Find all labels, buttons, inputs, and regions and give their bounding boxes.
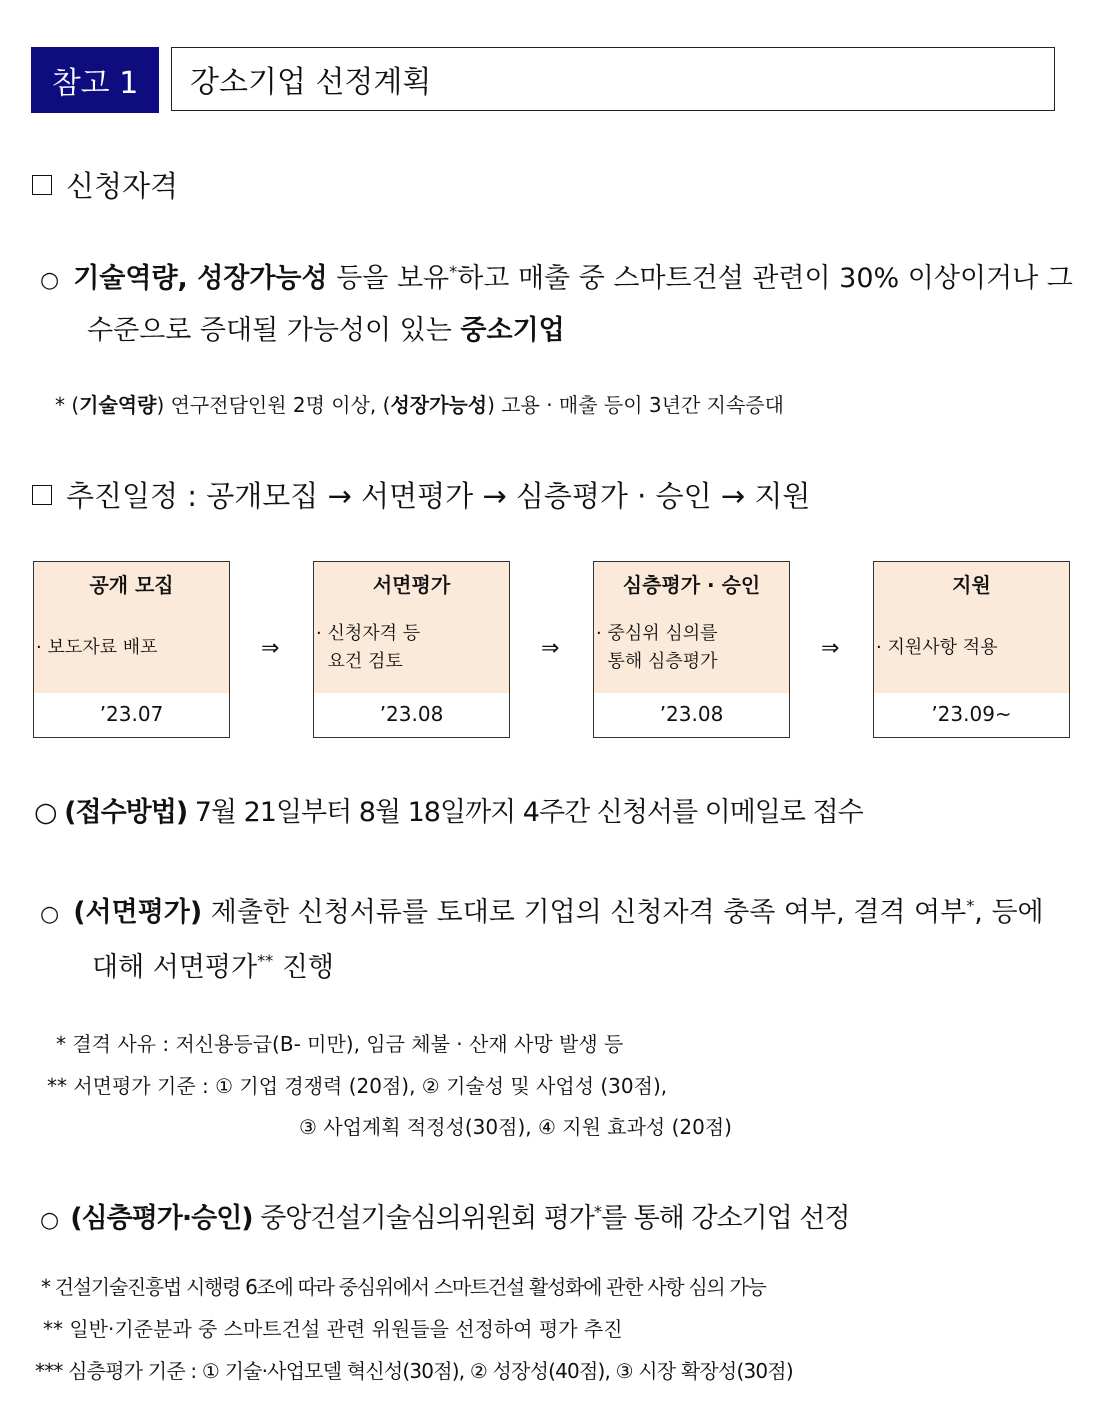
footnote-bold: 성장가능성 — [390, 393, 488, 417]
footnote-mark: * — [966, 896, 975, 915]
eligibility-bullet-line2 — [87, 308, 565, 347]
footnote-part: ) 고용 · 매출 등이 3년간 지속증대 — [487, 393, 784, 417]
double-arrow-icon: ⇒ — [541, 636, 560, 661]
deep-eval-line — [40, 1196, 849, 1235]
bullet-circle-icon: ○ — [34, 797, 65, 828]
deep-eval-footnote-2: ** 일반·기준분과 중 스마트건설 관련 위원들을 선정하여 평가 추진 — [43, 1317, 623, 1341]
section-schedule-heading-text: 추진일정 : 공개모집 → 서면평가 → 심층평가 · 승인 → 지원 — [66, 479, 811, 513]
process-step-desc-line: · 지원사항 적용 — [876, 637, 998, 658]
process-step-support — [873, 561, 1070, 738]
process-step-desc-line: 요건 검토 — [316, 651, 403, 672]
page-title-text: 강소기업 선정계획 — [190, 65, 432, 100]
eligibility-text2: 하고 매출 중 스마트건설 관련이 30% 이상이거나 그 — [457, 263, 1073, 294]
process-step-date: ’23.08 — [659, 702, 724, 726]
doc-eval-footnote-criteria-1: ** 서면평가 기준 : ① 기업 경쟁력 (20점), ② 기술성 및 사업성 (30점), — [47, 1074, 668, 1098]
receipt-method-label: (접수방법) — [64, 797, 188, 828]
reference-label: 참고 1 — [31, 47, 159, 113]
process-step-desc — [596, 620, 718, 676]
process-step-recruit — [33, 561, 230, 738]
eligibility-bullet-line1 — [40, 256, 1073, 295]
deep-eval-footnote-3: *** 심층평가 기준 : ① 기술·사업모델 혁신성(30점), ② 성장성(40점), ③ 시장 확장성(30점) — [35, 1359, 793, 1383]
process-step-date: ’23.07 — [99, 702, 164, 726]
process-step-desc-line: · 보도자료 배포 — [36, 637, 158, 658]
footnote-mark: * — [593, 1202, 601, 1221]
process-step-title: 공개 모집 — [89, 573, 174, 597]
doc-eval-line2 — [92, 945, 334, 984]
process-step-desc-line: · 신청자격 등 — [316, 623, 421, 644]
eligibility-footnote — [55, 389, 784, 418]
receipt-method-line — [34, 790, 863, 829]
process-step-desc-line: · 중심위 심의를 — [596, 623, 718, 644]
process-step-date: ’23.09~ — [931, 702, 1012, 726]
receipt-method-text: 7월 21일부터 8월 18일까지 4주간 신청서를 이메일로 접수 — [187, 797, 863, 828]
footnote-part: * ( — [55, 393, 80, 417]
bullet-circle-icon: ○ — [40, 1208, 59, 1233]
footnote-bold: 기술역량 — [79, 393, 157, 417]
section-eligibility-heading — [32, 164, 178, 205]
deep-eval-label: (심층평가·승인) — [70, 1203, 253, 1234]
doc-eval-footnote-criteria-2: ③ 사업계획 적정성(30점), ④ 지원 효과성 (20점) — [299, 1115, 732, 1139]
process-step-title: 지원 — [952, 573, 991, 597]
eligibility-line2-text: 수준으로 증대될 가능성이 있는 — [87, 315, 461, 346]
checkbox-square-icon — [32, 485, 52, 505]
process-step-date: ’23.08 — [379, 702, 444, 726]
deep-eval-text1: 중앙건설기술심의위원회 평가 — [252, 1203, 594, 1234]
process-step-desc — [876, 634, 998, 662]
eligibility-target: 중소기업 — [460, 315, 565, 346]
checkbox-square-icon — [32, 175, 52, 195]
bullet-circle-icon: ○ — [40, 268, 60, 293]
process-step-title: 서면평가 — [372, 573, 451, 597]
doc-eval-footnote-disqualification: * 결격 사유 : 저신용등급(B- 미만), 임금 체불 · 산재 사망 발생 등 — [56, 1032, 624, 1056]
doc-eval-line1 — [40, 890, 1044, 929]
section-eligibility-heading-text: 신청자격 — [66, 169, 179, 203]
process-step-desc — [36, 634, 158, 662]
footnote-mark: * — [449, 262, 458, 281]
eligibility-bold-terms: 기술역량, 성장가능성 — [73, 263, 328, 294]
doc-eval-text2: , 등에 — [974, 897, 1044, 928]
process-step-title: 심층평가 · 승인 — [622, 573, 761, 597]
footnote-part: ) 연구전담인원 2명 이상, ( — [156, 393, 391, 417]
double-arrow-icon: ⇒ — [261, 636, 280, 661]
footnote-mark: ** — [257, 951, 274, 970]
doc-eval-text1: 제출한 신청서류를 토대로 기업의 신청자격 충족 여부, 결격 여부 — [202, 897, 967, 928]
doc-eval-line2-text: 대해 서면평가 — [92, 952, 258, 983]
deep-eval-text2: 를 통해 강소기업 선정 — [600, 1203, 850, 1234]
process-step-desc — [316, 620, 420, 676]
doc-eval-label: (서면평가) — [73, 897, 203, 928]
double-arrow-icon: ⇒ — [821, 636, 840, 661]
doc-eval-line2-text2: 진행 — [273, 952, 335, 983]
process-step-desc-line: 통해 심층평가 — [596, 651, 718, 672]
process-step-deep-review — [593, 561, 790, 738]
eligibility-text1: 등을 보유 — [327, 263, 450, 294]
bullet-circle-icon: ○ — [40, 902, 60, 927]
process-step-document-review — [313, 561, 510, 738]
page-title — [171, 47, 1055, 111]
section-schedule-heading — [32, 474, 810, 515]
deep-eval-footnote-1: * 건설기술진흥법 시행령 6조에 따라 중심위에서 스마트건설 활성화에 관한 사항 심의 가능 — [41, 1275, 766, 1299]
